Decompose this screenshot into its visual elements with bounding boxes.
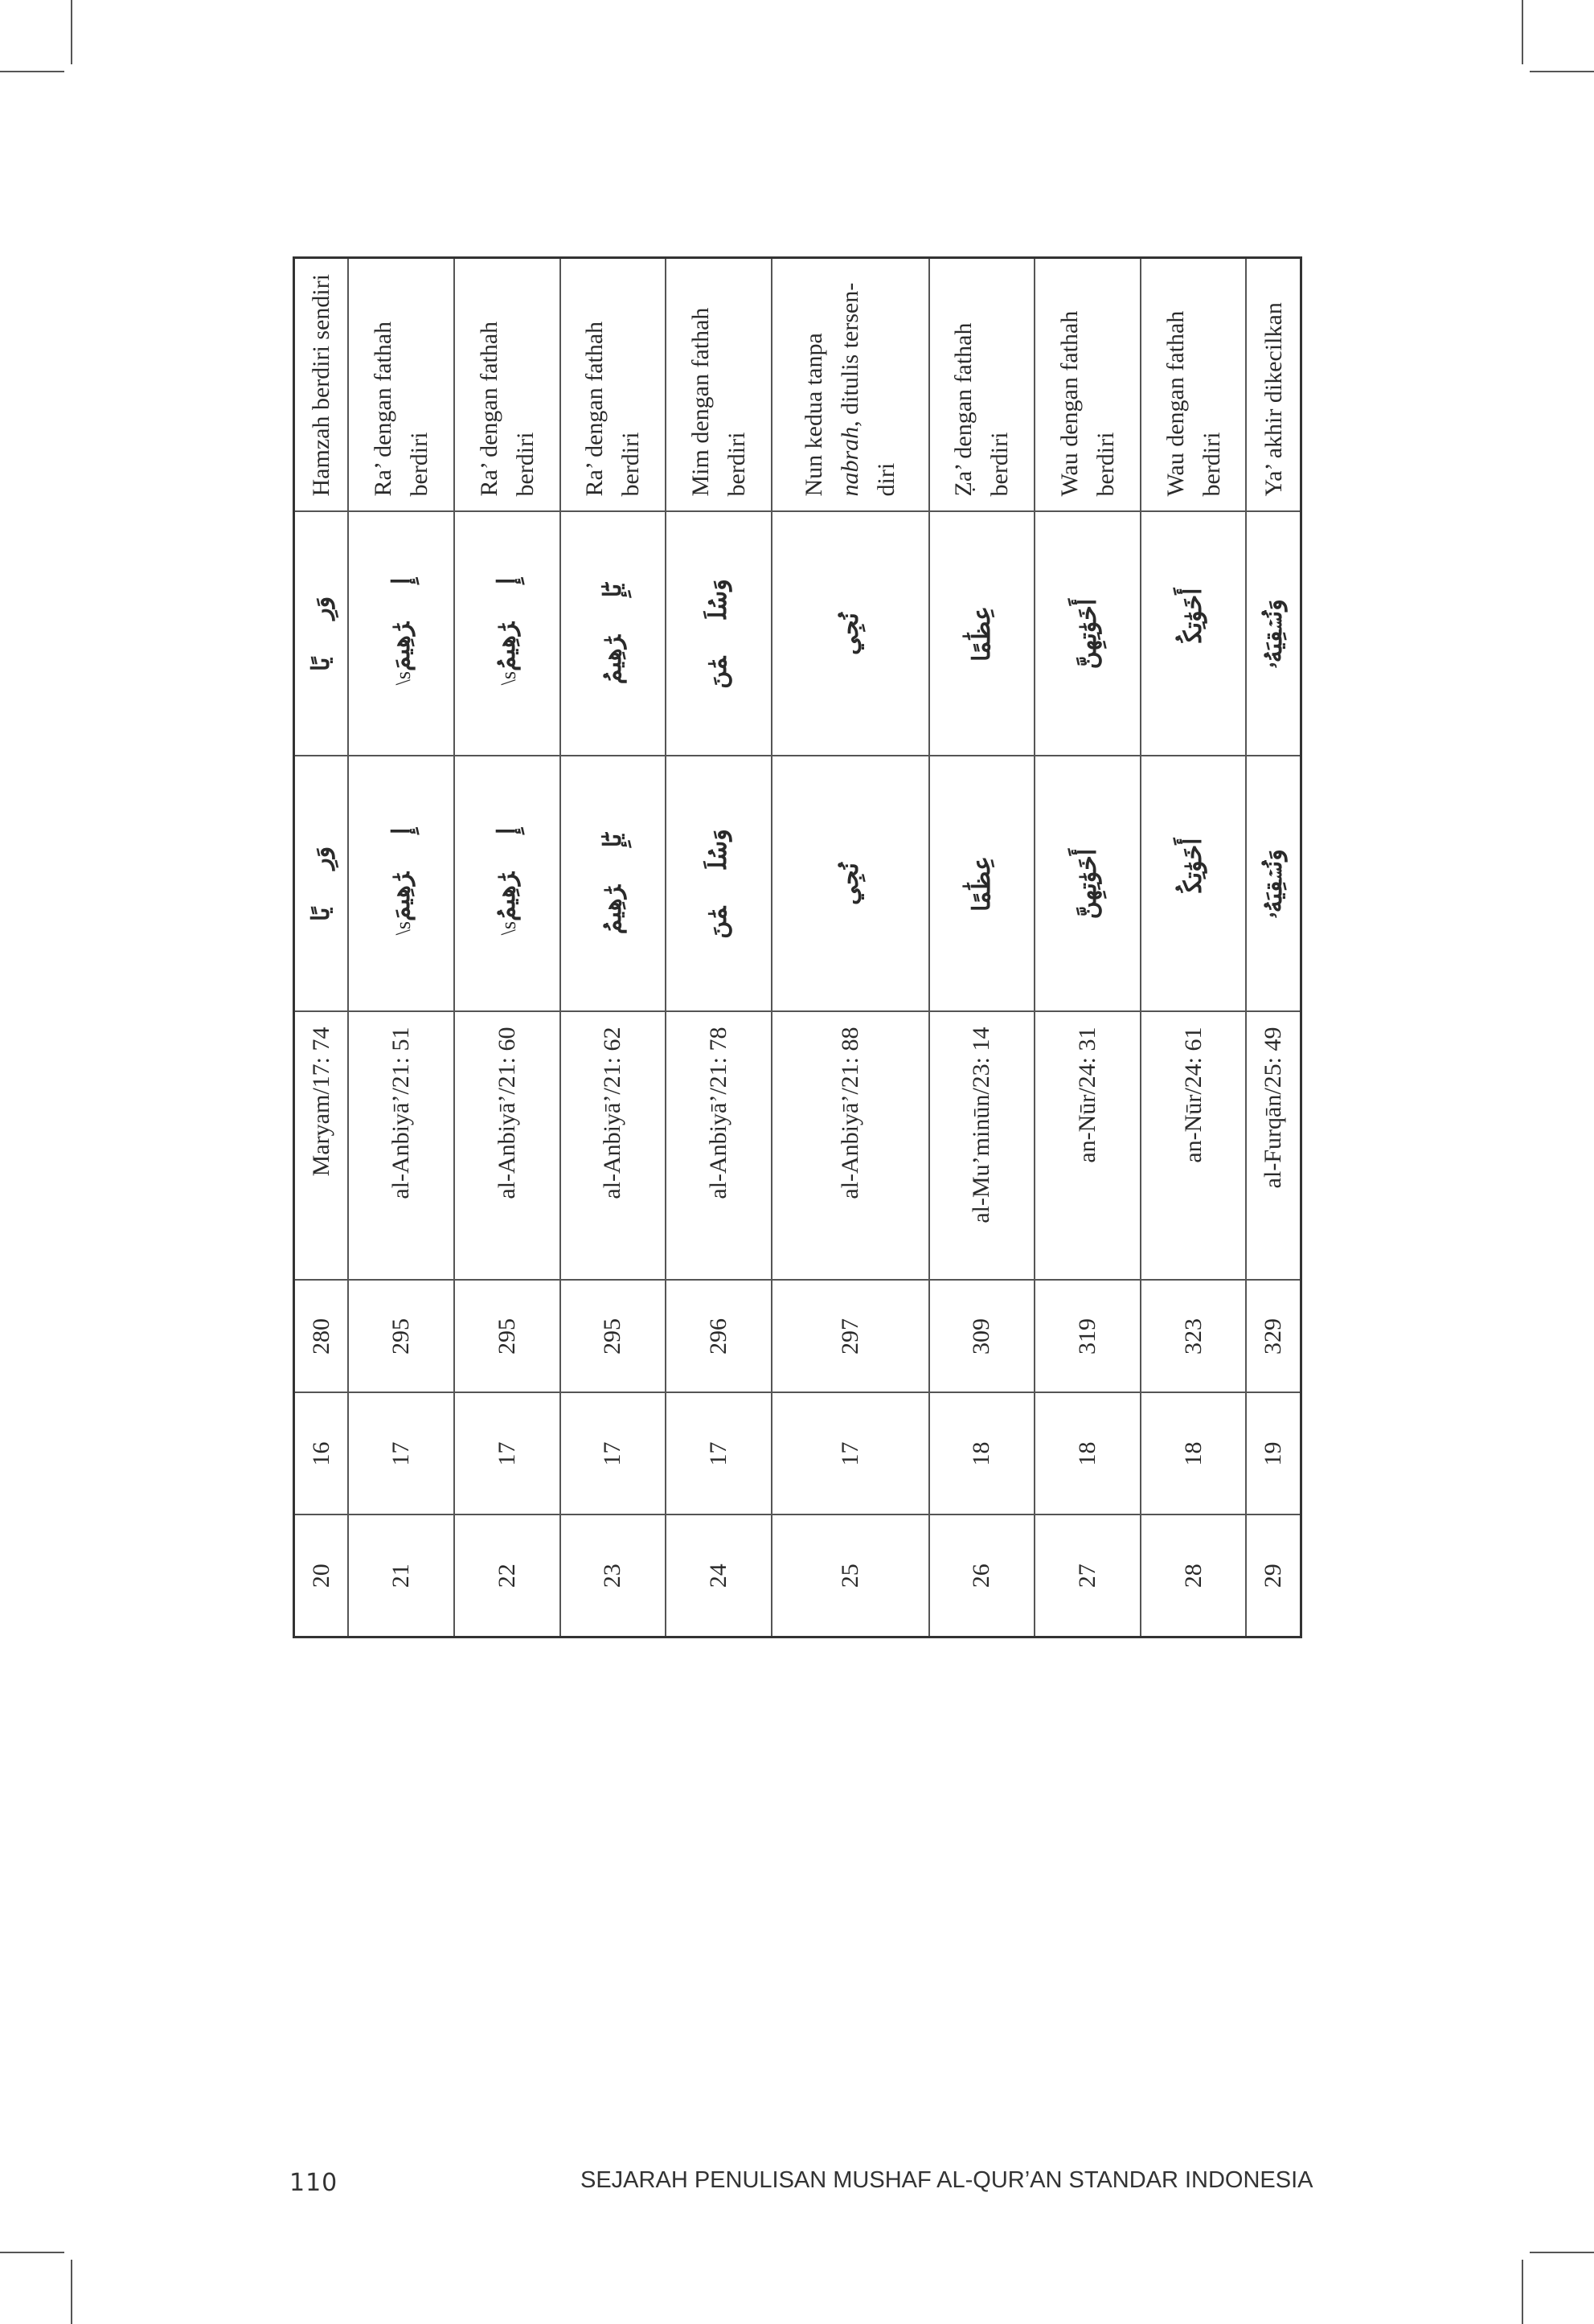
row-number-cell: 23 [560,1515,666,1637]
arabic-text-cell [1035,756,1141,1012]
arabic-word: عِظَٰمًا [968,856,995,912]
table-row [1035,258,1141,1637]
arabic-text-cell [666,756,772,1012]
arabic-word: وَرِءۡيًا [308,846,335,922]
row-number-cell: 24 [666,1515,772,1637]
surah-ayah-cell: al-Anbiyā’/21: 78 [666,1012,772,1281]
arabic-text-cell [772,756,929,1012]
juz-cell: 17 [666,1393,772,1515]
page-cell: 295 [348,1281,454,1393]
description-cell: Hamzah berdiri sendiri [294,258,349,512]
table-row [666,258,772,1637]
surah-ayah-cell: al-Anbiyā’/21: 51 [348,1012,454,1281]
page-cell: 296 [666,1281,772,1393]
annotation-mark: \s [391,671,415,686]
arabic-word: وَسُلَيۡمَٰنَ [705,579,732,689]
arabic-text-cell [1246,756,1301,1012]
arabic-word: يَٰٓإِبۡرَٰهِيمُ [599,833,626,935]
crop-mark-bottom-right-v [1522,2260,1523,2324]
surah-ayah-cell: al-Mu’minūn/23: 14 [929,1012,1035,1281]
description-cell: Ra’ dengan fathah berdiri [454,258,560,512]
rotated-table [293,259,1302,1638]
arabic-text-cell [929,756,1035,1012]
table-row [294,258,349,1637]
page-cell: 323 [1141,1281,1247,1393]
arabic-text-cell [929,512,1035,756]
table-row [560,258,666,1637]
page-cell: 297 [772,1281,929,1393]
arabic-word: إِبۡرَٰهِيمُ [494,827,521,922]
arabic-word: وَنُسۡقِيَهُۥ [1260,599,1287,669]
arabic-text-cell [294,756,349,1012]
surah-ayah-cell: al-Anbiyā’/21: 88 [772,1012,929,1281]
table-row [1141,258,1247,1637]
row-number-cell: 26 [929,1515,1035,1637]
arabic-text-cell [454,756,560,1012]
surah-ayah-cell: al-Anbiyā’/21: 62 [560,1012,666,1281]
crop-mark-bottom-right-h [1530,2252,1594,2253]
juz-cell: 18 [1141,1393,1247,1515]
description-cell: Mim dengan fathah berdiri [666,258,772,512]
arabic-word: يَٰٓإِبۡرَٰهِيمُ [599,583,626,685]
crop-mark-bottom-left-v [71,2260,72,2324]
arabic-word: نُجِي [837,613,864,655]
page-cell: 295 [454,1281,560,1393]
arabic-text-cell [348,512,454,756]
arabic-text-cell [1246,512,1301,756]
annotation-mark: \s [497,921,521,936]
rotated-table-container [293,259,1302,1638]
arabic-word: وَنُسۡقِيَهُۥ [1260,849,1287,919]
page-cell: 329 [1246,1281,1301,1393]
arabic-word: وَرِءۡيًا [308,596,335,672]
description-text: Nun kedua tanpa [801,333,828,497]
arabic-word: إِبۡرَٰهِيمَ [387,827,415,922]
running-title: SEJARAH PENULISAN MUSHAF AL-QUR’AN STANDAR INDONESIA [580,2167,1313,2193]
table-row [1246,258,1301,1637]
row-number-cell: 29 [1246,1515,1301,1637]
juz-cell: 19 [1246,1393,1301,1515]
row-number-cell: 27 [1035,1515,1141,1637]
description-cell: Ra’ dengan fathah berdiri [348,258,454,512]
arabic-text-cell [348,756,454,1012]
description-cell: Ẓa’ dengan fathah berdiri [929,258,1035,512]
description-text: , ditulis tersen-diri [837,282,900,497]
page-cell: 309 [929,1281,1035,1393]
arabic-word: عِظَٰمًا [968,606,995,662]
arabic-text-cell [666,512,772,756]
page-cell: 319 [1035,1281,1141,1393]
manuscript-comparison-table [293,256,1302,1638]
crop-mark-top-left-v [71,0,72,64]
arabic-word: وَسُلَيۡمَٰنَ [705,829,732,939]
juz-cell: 18 [1035,1393,1141,1515]
arabic-word: أَخَوَٰتِكُمۡ [1180,838,1207,930]
row-number-cell: 25 [772,1515,929,1637]
arabic-word: نُجِي [837,863,864,905]
juz-cell: 16 [294,1393,349,1515]
table-row [929,258,1035,1637]
row-number-cell: 28 [1141,1515,1247,1637]
row-number-cell: 22 [454,1515,560,1637]
juz-cell: 17 [560,1393,666,1515]
row-number-cell: 20 [294,1515,349,1637]
surah-ayah-cell: an-Nūr/24: 31 [1035,1012,1141,1281]
arabic-text-cell [560,756,666,1012]
description-cell: Ya’ akhir dikecilkan [1246,258,1301,512]
description-cell: Wau dengan fathah berdiri [1035,258,1141,512]
page-cell: 295 [560,1281,666,1393]
arabic-text-cell [772,512,929,756]
arabic-word: أَخَوَٰتِهِنَّ [1074,848,1101,920]
arabic-text-cell [454,512,560,756]
surah-ayah-cell: an-Nūr/24: 61 [1141,1012,1247,1281]
arabic-text-cell [560,512,666,756]
arabic-word: إِبۡرَٰهِيمُ [494,577,521,672]
arabic-text-cell [294,512,349,756]
arabic-text-cell [1141,756,1247,1012]
table-row [348,258,454,1637]
arabic-word: أَخَوَٰتِكُمۡ [1180,588,1207,680]
surah-ayah-cell: Maryam/17: 74 [294,1012,349,1281]
annotation-mark: \s [391,921,415,936]
crop-mark-top-right-h [1530,71,1594,72]
juz-cell: 17 [454,1393,560,1515]
arabic-word: أَخَوَٰتِهِنَّ [1074,598,1101,670]
description-emphasis: nabrah [837,426,864,497]
juz-cell: 18 [929,1393,1035,1515]
juz-cell: 17 [772,1393,929,1515]
table-row [772,258,929,1637]
crop-mark-top-left-h [0,71,64,72]
surah-ayah-cell: al-Anbiyā’/21: 60 [454,1012,560,1281]
arabic-text-cell [1035,512,1141,756]
juz-cell: 17 [348,1393,454,1515]
arabic-text-cell [1141,512,1247,756]
crop-mark-bottom-left-h [0,2252,64,2253]
surah-ayah-cell: al-Furqān/25: 49 [1246,1012,1301,1281]
page-number: 110 [289,2169,338,2197]
description-cell: Wau dengan fathah berdiri [1141,258,1247,512]
crop-mark-top-right-v [1522,0,1523,64]
arabic-word: إِبۡرَٰهِيمَ [387,577,415,672]
annotation-mark: \s [497,671,521,686]
description-cell [772,258,929,512]
table-row [454,258,560,1637]
description-cell: Ra’ dengan fathah berdiri [560,258,666,512]
row-number-cell: 21 [348,1515,454,1637]
page-cell: 280 [294,1281,349,1393]
